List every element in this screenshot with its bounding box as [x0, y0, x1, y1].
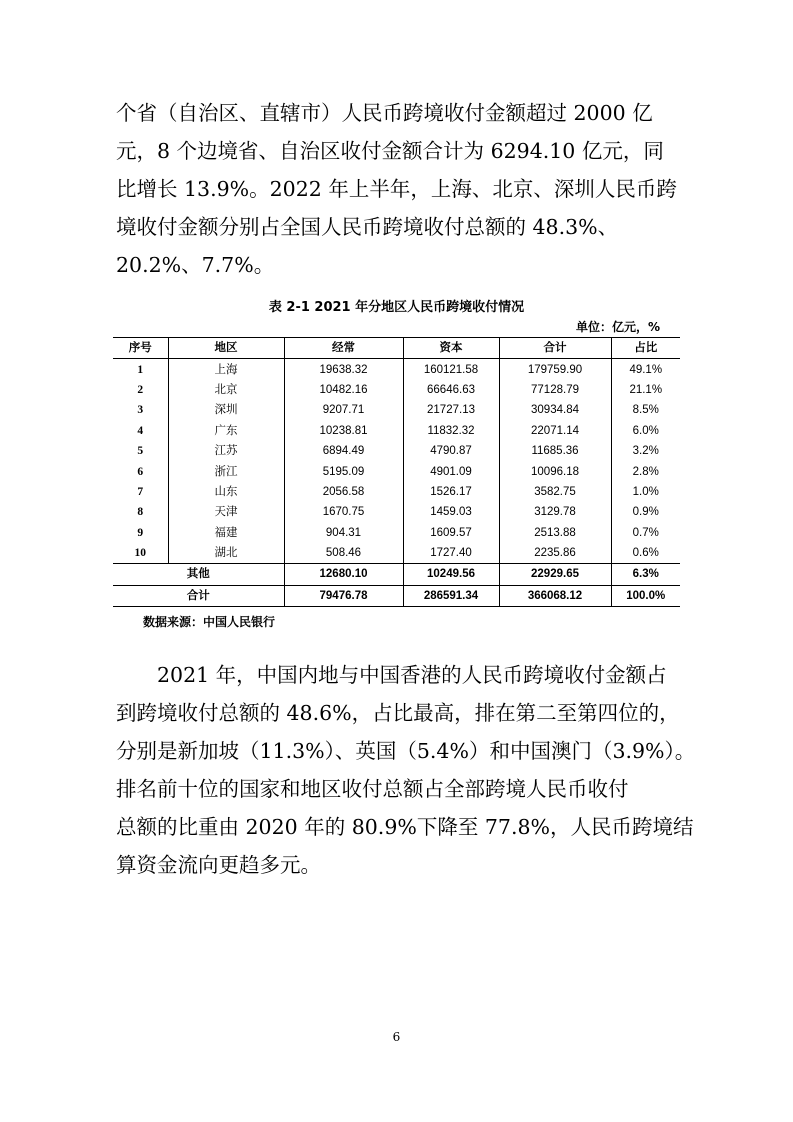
row-total: 2513.88: [499, 523, 611, 543]
header-index: 序号: [113, 338, 168, 359]
row-index: 6: [137, 465, 144, 478]
row-share: 0.6%: [611, 543, 680, 564]
total-share: 100.0%: [611, 585, 680, 606]
other-capital: 10249.56: [403, 564, 499, 585]
row-capital: 11832.32: [403, 421, 499, 441]
row-current: 5195.09: [284, 461, 403, 481]
paragraph-line: 排名前十位的国家和地区收付总额占全部跨境人民币收付: [116, 777, 629, 801]
row-share: 1.0%: [611, 482, 680, 502]
row-region: 天津: [168, 502, 284, 522]
row-region: 山东: [168, 482, 284, 502]
row-region: 广东: [168, 421, 284, 441]
table-row: [113, 543, 680, 564]
table-unit: 单位：亿元，%: [575, 320, 660, 334]
table-row: [113, 359, 680, 380]
table-row: [113, 421, 680, 441]
row-current: 9207.71: [284, 400, 403, 420]
table-caption: 表 2-1 2021 年分地区人民币跨境收付情况: [268, 300, 525, 315]
paragraph-line: 比增长 13.9%。2022 年上半年，上海、北京、深圳人民币跨: [116, 177, 677, 201]
row-current: 10482.16: [284, 380, 403, 400]
row-capital: 1459.03: [403, 502, 499, 522]
regional-rmb-table: [113, 337, 680, 607]
analysis-paragraph: [116, 656, 696, 884]
page-number: 6: [392, 1030, 401, 1044]
row-total: 22071.14: [499, 421, 611, 441]
row-capital: 160121.58: [403, 359, 499, 380]
row-share: 3.2%: [611, 441, 680, 461]
row-total: 10096.18: [499, 461, 611, 481]
other-label: 其他: [113, 564, 284, 585]
row-current: 2056.58: [284, 482, 403, 502]
other-current: 12680.10: [284, 564, 403, 585]
table-row: [113, 502, 680, 522]
row-region: 浙江: [168, 461, 284, 481]
other-share: 6.3%: [611, 564, 680, 585]
row-current: 1670.75: [284, 502, 403, 522]
paragraph-line: 分别是新加坡（11.3%）、英国（5.4%）和中国澳门（3.9%）。: [116, 739, 696, 763]
paragraph-line: 算资金流向更趋多元。: [116, 853, 321, 877]
row-share: 0.9%: [611, 502, 680, 522]
table-row: [113, 380, 680, 400]
paragraph-line: 2021 年，中国内地与中国香港的人民币跨境收付金额占: [157, 663, 667, 687]
row-total: 3129.78: [499, 502, 611, 522]
row-total: 11685.36: [499, 441, 611, 461]
row-index: 3: [137, 404, 144, 417]
row-capital: 21727.13: [403, 400, 499, 420]
header-total: 合计: [499, 338, 611, 359]
row-index: 5: [137, 445, 144, 458]
total-current: 79476.78: [284, 585, 403, 606]
row-current: 19638.32: [284, 359, 403, 380]
row-index: 9: [137, 526, 144, 539]
table-row-other: [113, 564, 680, 585]
row-current: 508.46: [284, 543, 403, 564]
row-capital: 1727.40: [403, 543, 499, 564]
row-capital: 4790.87: [403, 441, 499, 461]
row-capital: 66646.63: [403, 380, 499, 400]
row-current: 6894.49: [284, 441, 403, 461]
paragraph-line: 境收付金额分别占全国人民币跨境收付总额的 48.3%、: [116, 215, 619, 239]
table-row: [113, 482, 680, 502]
row-index: 2: [137, 383, 144, 396]
paragraph-line: 20.2%、7.7%。: [116, 253, 275, 277]
header-share: 占比: [611, 338, 680, 359]
row-total: 2235.86: [499, 543, 611, 564]
total-capital: 286591.34: [403, 585, 499, 606]
total-label: 合计: [113, 585, 284, 606]
row-share: 0.7%: [611, 523, 680, 543]
paragraph-line: 元，8 个边境省、自治区收付金额合计为 6294.10 亿元，同: [116, 139, 664, 163]
row-total: 30934.84: [499, 400, 611, 420]
row-region: 深圳: [168, 400, 284, 420]
header-capital: 资本: [403, 338, 499, 359]
row-index: 1: [137, 363, 144, 376]
table-row: [113, 461, 680, 481]
table-row: [113, 523, 680, 543]
table-row: [113, 400, 680, 420]
row-total: 3582.75: [499, 482, 611, 502]
row-share: 8.5%: [611, 400, 680, 420]
intro-paragraph: [116, 94, 684, 284]
header-current: 经常: [284, 338, 403, 359]
row-total: 77128.79: [499, 380, 611, 400]
row-capital: 1609.57: [403, 523, 499, 543]
row-index: 4: [137, 424, 144, 437]
paragraph-line: 到跨境收付总额的 48.6%，占比最高，排在第二至第四位的，: [116, 701, 680, 725]
row-region: 湖北: [168, 543, 284, 564]
row-region: 上海: [168, 359, 284, 380]
row-share: 6.0%: [611, 421, 680, 441]
table-row: [113, 441, 680, 461]
row-region: 江苏: [168, 441, 284, 461]
paragraph-line: 个省（自治区、直辖市）人民币跨境收付金额超过 2000 亿: [116, 101, 653, 125]
paragraph-line: 总额的比重由 2020 年的 80.9%下降至 77.8%，人民币跨境结: [116, 815, 694, 839]
row-capital: 1526.17: [403, 482, 499, 502]
other-total: 22929.65: [499, 564, 611, 585]
row-region: 北京: [168, 380, 284, 400]
row-index: 10: [134, 547, 146, 560]
row-current: 904.31: [284, 523, 403, 543]
row-total: 179759.90: [499, 359, 611, 380]
row-capital: 4901.09: [403, 461, 499, 481]
row-region: 福建: [168, 523, 284, 543]
row-current: 10238.81: [284, 421, 403, 441]
row-index: 7: [137, 485, 144, 498]
row-share: 2.8%: [611, 461, 680, 481]
header-region: 地区: [168, 338, 284, 359]
row-share: 21.1%: [611, 380, 680, 400]
table-source-note: 数据来源：中国人民银行: [143, 615, 276, 629]
table-row-total: [113, 585, 680, 606]
total-total: 366068.12: [499, 585, 611, 606]
row-share: 49.1%: [611, 359, 680, 380]
table-header-row: [113, 338, 680, 359]
row-index: 8: [137, 506, 144, 519]
